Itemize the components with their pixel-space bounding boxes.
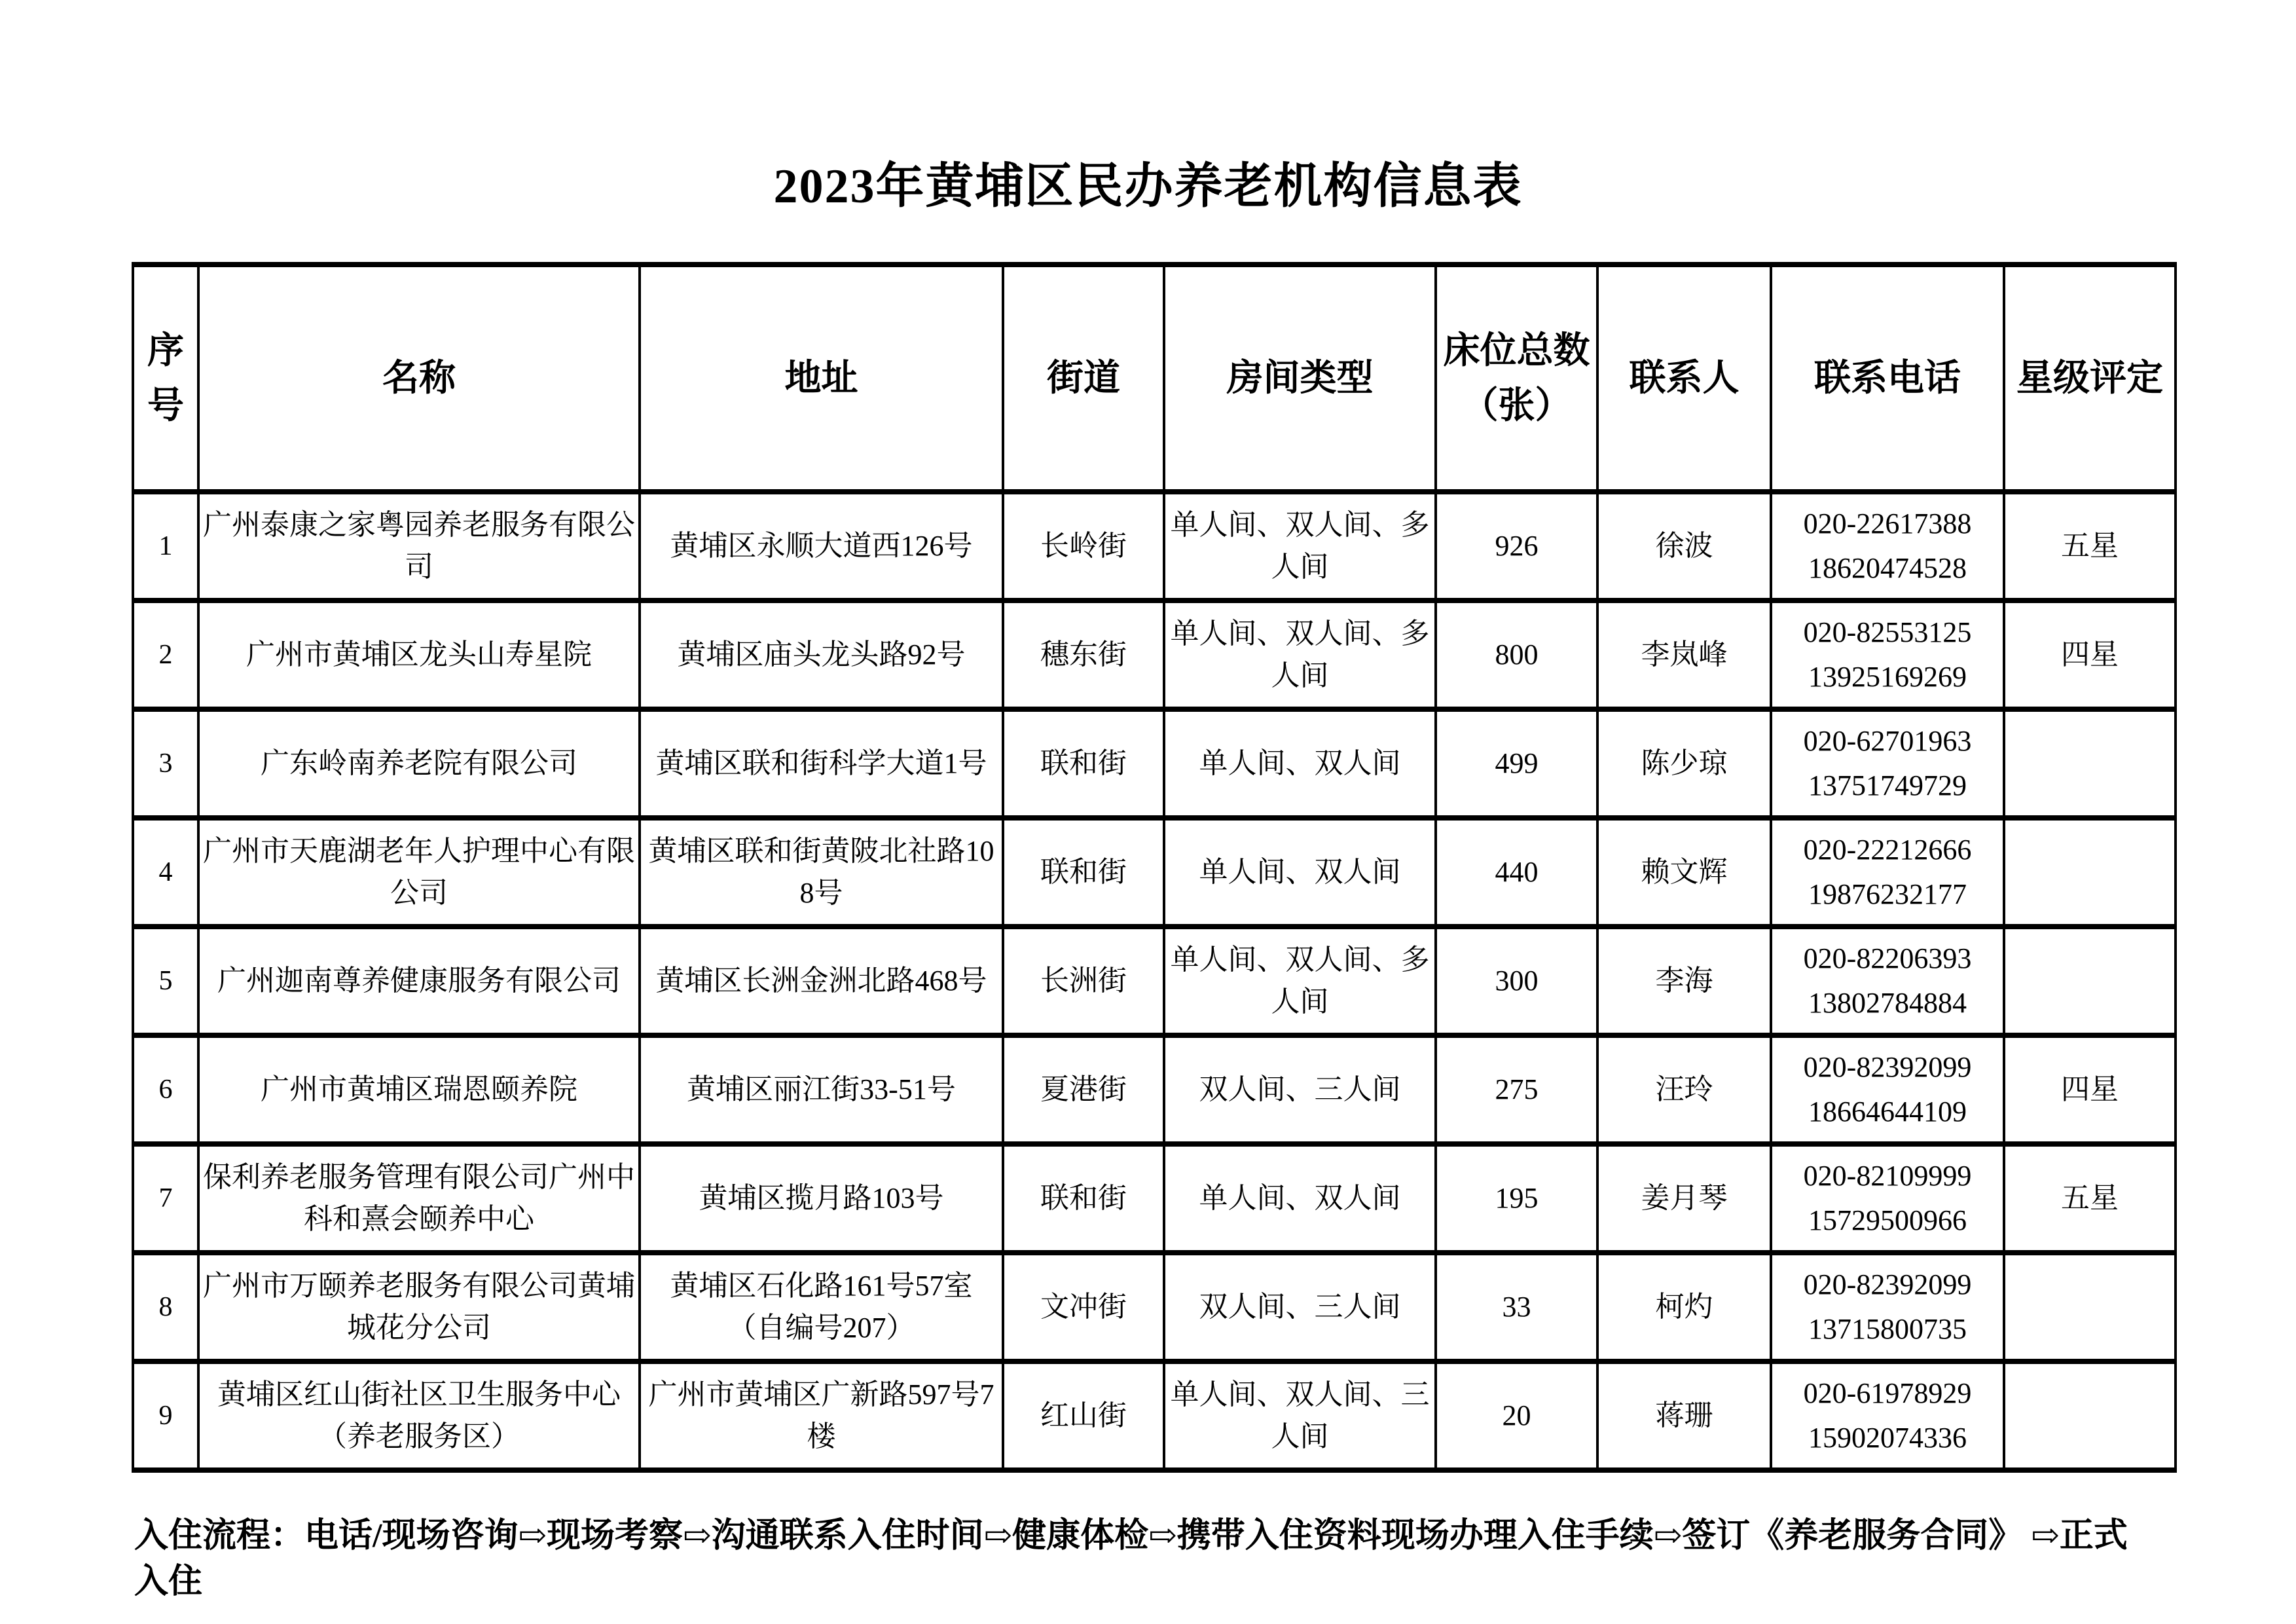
cell-room-type: 单人间、双人间、多人间: [1164, 492, 1436, 600]
cell-contact: 赖文辉: [1597, 818, 1771, 927]
cell-beds: 20: [1436, 1361, 1597, 1470]
cell-star-rating: [2004, 1361, 2176, 1470]
elderly-care-info-table: [132, 262, 2177, 1473]
cell-street: 长洲街: [1003, 927, 1164, 1035]
phone-line-2: 18664644109: [1808, 1096, 1967, 1128]
table-row: [133, 927, 2176, 1035]
cell-star-rating: [2004, 818, 2176, 927]
cell-contact: 汪玲: [1597, 1035, 1771, 1144]
cell-star-rating: [2004, 709, 2176, 818]
cell-street: 红山街: [1003, 1361, 1164, 1470]
col-header-room-type: 房间类型: [1164, 265, 1436, 492]
admission-process-note: 入住流程：电话/现场咨询⇨现场考察⇨沟通联系入住时间⇨健康体检⇨携带入住资料现场办理入住手续⇨签订《养老服务合同》 ⇨正式入住: [134, 1517, 2128, 1601]
table-row: [133, 1035, 2176, 1144]
page-title: 2023年黄埔区民办养老机构信息表: [773, 160, 1523, 213]
col-header-phone: 联系电话: [1771, 265, 2004, 492]
cell-contact: 陈少琼: [1597, 709, 1771, 818]
phone-line-1: 020-82392099: [1803, 1050, 1972, 1083]
cell-contact: 徐波: [1597, 492, 1771, 600]
cell-room-type: 单人间、双人间、多人间: [1164, 600, 1436, 709]
phone-line-1: 020-82392099: [1803, 1268, 1972, 1301]
cell-star-rating: 五星: [2004, 1144, 2176, 1253]
col-header-street: 街道: [1003, 265, 1164, 492]
phone-line-1: 020-82206393: [1803, 942, 1972, 974]
cell-room-type: 单人间、双人间: [1164, 1144, 1436, 1253]
cell-contact: 蒋珊: [1597, 1361, 1771, 1470]
cell-street: 联和街: [1003, 709, 1164, 818]
table-row: [133, 1253, 2176, 1361]
cell-no: 2: [133, 600, 198, 709]
phone-line-1: 020-61978929: [1803, 1376, 1972, 1409]
cell-phone: [1771, 927, 2004, 1035]
cell-phone: [1771, 1144, 2004, 1253]
cell-address: 黄埔区庙头龙头路92号: [640, 600, 1003, 709]
cell-phone: [1771, 818, 2004, 927]
table-body: [133, 492, 2176, 1470]
table-row: [133, 709, 2176, 818]
phone-line-2: 15902074336: [1808, 1422, 1967, 1454]
cell-street: 夏港街: [1003, 1035, 1164, 1144]
cell-no: 5: [133, 927, 198, 1035]
table-row: [133, 818, 2176, 927]
cell-address: 黄埔区揽月路103号: [640, 1144, 1003, 1253]
table-row: [133, 600, 2176, 709]
cell-address: 黄埔区永顺大道西126号: [640, 492, 1003, 600]
cell-no: 4: [133, 818, 198, 927]
cell-address: 黄埔区联和街黄陂北社路108号: [640, 818, 1003, 927]
table-row: [133, 1361, 2176, 1470]
table-row: [133, 1144, 2176, 1253]
col-header-name: 名称: [198, 265, 640, 492]
cell-beds: 275: [1436, 1035, 1597, 1144]
cell-street: 联和街: [1003, 818, 1164, 927]
phone-line-1: 020-82553125: [1803, 616, 1972, 648]
phone-line-2: 15729500966: [1808, 1204, 1967, 1236]
col-header-beds: 床位总数（张）: [1436, 265, 1597, 492]
cell-star-rating: [2004, 927, 2176, 1035]
cell-star-rating: 五星: [2004, 492, 2176, 600]
cell-address: 黄埔区丽江街33-51号: [640, 1035, 1003, 1144]
cell-address: 广州市黄埔区广新路597号7楼: [640, 1361, 1003, 1470]
cell-street: 穗东街: [1003, 600, 1164, 709]
cell-phone: [1771, 600, 2004, 709]
table-row: [133, 492, 2176, 600]
cell-street: 文冲街: [1003, 1253, 1164, 1361]
col-header-star-rating: 星级评定: [2004, 265, 2176, 492]
cell-address: 黄埔区联和街科学大道1号: [640, 709, 1003, 818]
phone-line-2: 13802784884: [1808, 987, 1967, 1019]
cell-address: 黄埔区长洲金洲北路468号: [640, 927, 1003, 1035]
cell-star-rating: [2004, 1253, 2176, 1361]
cell-street: 长岭街: [1003, 492, 1164, 600]
cell-phone: [1771, 492, 2004, 600]
phone-line-2: 13925169269: [1808, 661, 1967, 693]
cell-street: 联和街: [1003, 1144, 1164, 1253]
cell-beds: 300: [1436, 927, 1597, 1035]
cell-phone: [1771, 1361, 2004, 1470]
cell-no: 3: [133, 709, 198, 818]
phone-line-2: 13751749729: [1808, 769, 1967, 802]
cell-beds: 800: [1436, 600, 1597, 709]
cell-beds: 499: [1436, 709, 1597, 818]
cell-no: 6: [133, 1035, 198, 1144]
cell-contact: 姜月琴: [1597, 1144, 1771, 1253]
cell-name: 广州迦南尊养健康服务有限公司: [198, 927, 640, 1035]
cell-room-type: 双人间、三人间: [1164, 1253, 1436, 1361]
cell-name: 广州市天鹿湖老年人护理中心有限公司: [198, 818, 640, 927]
cell-name: 广州市黄埔区龙头山寿星院: [198, 600, 640, 709]
cell-room-type: 单人间、双人间、三人间: [1164, 1361, 1436, 1470]
col-header-no: 序号: [133, 265, 198, 492]
cell-room-type: 单人间、双人间: [1164, 709, 1436, 818]
cell-no: 7: [133, 1144, 198, 1253]
cell-no: 1: [133, 492, 198, 600]
cell-beds: 440: [1436, 818, 1597, 927]
phone-line-1: 020-22617388: [1803, 507, 1972, 540]
cell-room-type: 单人间、双人间、多人间: [1164, 927, 1436, 1035]
cell-beds: 926: [1436, 492, 1597, 600]
phone-line-2: 18620474528: [1808, 552, 1967, 584]
phone-line-1: 020-82109999: [1803, 1159, 1972, 1192]
col-header-address: 地址: [640, 265, 1003, 492]
cell-star-rating: 四星: [2004, 600, 2176, 709]
phone-line-2: 13715800735: [1808, 1313, 1967, 1345]
col-header-contact: 联系人: [1597, 265, 1771, 492]
phone-line-1: 020-22212666: [1803, 833, 1972, 866]
cell-contact: 李岚峰: [1597, 600, 1771, 709]
header-row: [133, 265, 2176, 492]
cell-name: 广州泰康之家粤园养老服务有限公司: [198, 492, 640, 600]
phone-line-1: 020-62701963: [1803, 724, 1972, 757]
cell-phone: [1771, 709, 2004, 818]
cell-name: 广东岭南养老院有限公司: [198, 709, 640, 818]
cell-no: 8: [133, 1253, 198, 1361]
cell-contact: 柯灼: [1597, 1253, 1771, 1361]
cell-name: 广州市万颐养老服务有限公司黄埔城花分公司: [198, 1253, 640, 1361]
cell-no: 9: [133, 1361, 198, 1470]
cell-phone: [1771, 1253, 2004, 1361]
cell-beds: 33: [1436, 1253, 1597, 1361]
table-header: [133, 265, 2176, 492]
cell-name: 保利养老服务管理有限公司广州中科和熹会颐养中心: [198, 1144, 640, 1253]
cell-name: 黄埔区红山街社区卫生服务中心（养老服务区）: [198, 1361, 640, 1470]
cell-room-type: 双人间、三人间: [1164, 1035, 1436, 1144]
cell-name: 广州市黄埔区瑞恩颐养院: [198, 1035, 640, 1144]
phone-line-2: 19876232177: [1808, 878, 1967, 910]
cell-star-rating: 四星: [2004, 1035, 2176, 1144]
cell-phone: [1771, 1035, 2004, 1144]
cell-contact: 李海: [1597, 927, 1771, 1035]
cell-address: 黄埔区石化路161号57室（自编号207）: [640, 1253, 1003, 1361]
cell-beds: 195: [1436, 1144, 1597, 1253]
cell-room-type: 单人间、双人间: [1164, 818, 1436, 927]
